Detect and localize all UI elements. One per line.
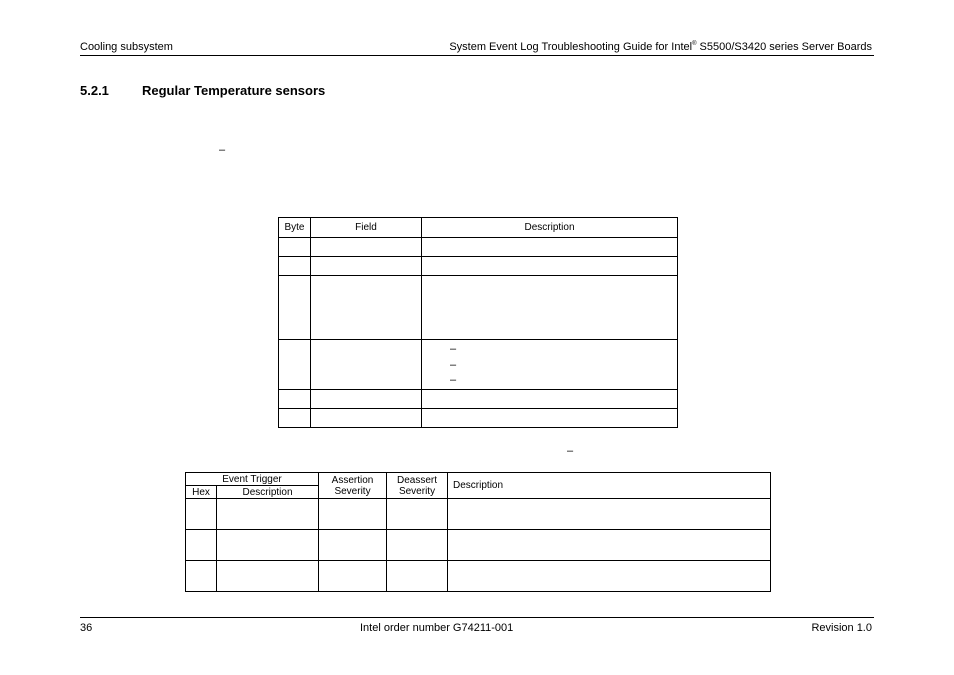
list-dash: – bbox=[450, 359, 457, 371]
list-dash: – bbox=[450, 374, 457, 386]
col-description: Description bbox=[422, 218, 678, 238]
table-row bbox=[279, 409, 678, 428]
sensor-format-table bbox=[278, 217, 678, 428]
table-row bbox=[279, 238, 678, 257]
table-row bbox=[186, 530, 771, 561]
col-assertion-severity: Assertion Severity bbox=[319, 473, 387, 499]
table-row bbox=[186, 561, 771, 592]
list-dash: – bbox=[450, 343, 457, 355]
registered-mark: ® bbox=[692, 41, 697, 47]
running-header-right bbox=[449, 41, 872, 53]
col-description: Description bbox=[448, 473, 771, 499]
caption-dash: – bbox=[567, 445, 574, 457]
table-row bbox=[279, 276, 678, 340]
page-number: 36 bbox=[80, 622, 93, 634]
footer-rule bbox=[80, 617, 874, 618]
running-header-left: Cooling subsystem bbox=[80, 41, 173, 53]
revision: Revision 1.0 bbox=[811, 622, 872, 634]
header-title-prefix: System Event Log Troubleshooting Guide for Intel bbox=[449, 41, 693, 53]
table-row bbox=[279, 257, 678, 276]
section-number: 5.2.1 bbox=[80, 83, 109, 98]
col-event-trigger: Event Trigger bbox=[186, 473, 319, 486]
header-title-suffix: S5500/S3420 series Server Boards bbox=[696, 41, 872, 53]
table-row bbox=[279, 390, 678, 409]
table-header-row bbox=[279, 218, 678, 238]
table-row bbox=[186, 499, 771, 530]
col-field: Field bbox=[311, 218, 422, 238]
order-number: Intel order number G74211-001 bbox=[360, 622, 514, 634]
table-header-row bbox=[186, 473, 771, 486]
col-byte: Byte bbox=[279, 218, 311, 238]
col-trigger-description: Description bbox=[217, 486, 319, 499]
section-title: Regular Temperature sensors bbox=[142, 83, 326, 98]
header-rule bbox=[80, 55, 874, 56]
col-deassert-severity: Deassert Severity bbox=[387, 473, 448, 499]
table-row bbox=[279, 340, 678, 390]
body-dash: – bbox=[219, 144, 226, 156]
event-trigger-table bbox=[185, 472, 771, 592]
col-hex: Hex bbox=[186, 486, 217, 499]
